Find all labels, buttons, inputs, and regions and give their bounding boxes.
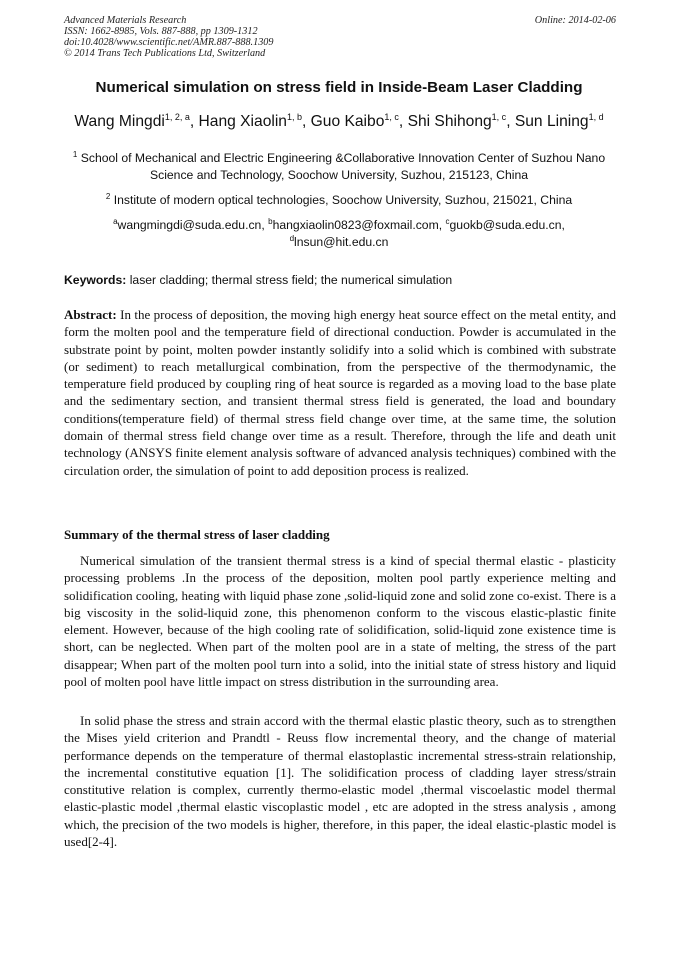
journal-name: Advanced Materials Research xyxy=(64,15,187,26)
doi-line: doi:10.4028/www.scientific.net/AMR.887-888.1309 xyxy=(64,37,274,48)
author-name: Shi Shihong xyxy=(407,113,492,130)
email-list: $^a$wangmingdi@suda.edu.cn, $^b$hangxiaolin0823@foxmail.com, $^c$guokb@suda.edu.cn, $^d$lnsun@hit.edu.cn xyxy=(113,217,565,249)
online-date: Online: 2014-02-06 xyxy=(534,15,616,26)
affiliation-marker: 2 xyxy=(105,192,111,201)
affiliation-text: School of Mechanical and Electric Engineering &Collaborative Innovation Center of Suzhou Nano Science and Technology, Soochow University, Suzhou, 215123, China xyxy=(80,151,606,182)
author-affiliation-marker: 1, c xyxy=(384,112,399,122)
section-heading: Summary of the thermal stress of laser cladding xyxy=(64,527,330,542)
copyright-line: © 2014 Trans Tech Publications Ltd, Switzerland xyxy=(64,48,266,59)
author-name: Sun Lining xyxy=(514,113,589,130)
abstract-text: In the process of deposition, the moving high energy heat source effect on the metal entity, and form the molten pool and the temperature field of directional conduction. Powder is accumulated in the substrate point by point, molten powder instantly solidify into a solid which is combined with substrate (or sediment) to reach metallurgical combination, from the perspective of the thermodynamic, the temperature field produced by coupling ring of heat source is regarded as a moving load to the base plate and the sedimentary section, and transient thermal stress field is generated, the load and boundary conditions(temperature field) of thermal stress field change over time, at the same time, the solution domain of thermal stress field change over time as a result. Therefore, through the life and death unit technology (ANSYS finite element analysis software of advanced analysis techniques) combined with the circulation order, the simulation of point to add deposition process is realized. xyxy=(64,307,617,478)
affiliation-1 xyxy=(64,150,614,184)
abstract-label: Abstract: xyxy=(64,307,117,322)
email-link[interactable]: wangmingdi@suda.edu.cn xyxy=(117,218,262,232)
author-name: Hang Xiaolin xyxy=(198,113,287,130)
author-list: Wang Mingdi$^{1, 2, a}$, Hang Xiaolin$^{1, b}$, Guo Kaibo$^{1, c}$, Shi Shihong$^{1, c}$, Sun Lining$^{1, d}$ xyxy=(74,112,604,130)
affiliation-text: Institute of modern optical technologies, Soochow University, Suzhou, 215021, China xyxy=(113,193,573,207)
affiliation-marker: 1 xyxy=(72,150,78,159)
affiliation-2 xyxy=(64,192,614,209)
email-link[interactable]: lnsun@hit.edu.cn xyxy=(294,235,389,249)
author-affiliation-marker: 1, b xyxy=(286,112,302,122)
keywords-text: laser cladding; thermal stress field; the numerical simulation xyxy=(129,273,453,287)
author-affiliation-marker: 1, 2, a xyxy=(164,112,190,122)
author-affiliation-marker: 1, d xyxy=(588,112,604,122)
body-paragraph: Numerical simulation of the transient thermal stress is a kind of special thermal elastic - plasticity processing problems .In the process of the deposition, molten pool partly experience melting and solidification cooling, heating with liquid phase zone ,solid-liquid zone and solid zone co-exist. There is a big viscosity in the solid-liquid zone, this phenomenon conform to the viscous elastic-plastic finite element. However, because of the high cooling rate of solidification, solid-liquid zone existence time is short, can be neglected. When part of the molten pool are in a state of melting, the stress of the part disappear; When part of the molten pool turn into a solid, into the initial state of stress history and liquid pool of molten pool have little impact on stress distribution in the surrounding area. xyxy=(64,553,616,690)
issn-line: ISSN: 1662-8985, Vols. 887-888, pp 1309-1312 xyxy=(64,26,258,37)
author-name: Wang Mingdi xyxy=(74,113,165,130)
author-affiliation-marker: 1, c xyxy=(491,112,507,122)
author-name: Guo Kaibo xyxy=(310,113,385,130)
abstract xyxy=(64,306,616,479)
email-link[interactable]: guokb@suda.edu.cn xyxy=(449,218,562,232)
body-paragraph: In solid phase the stress and strain accord with the thermal elastic plastic theory, such as to strengthen the Mises yield criterion and Prandtl - Reuss flow incremental theory, and the change of material performance depends on the temperature of thermal elastoplastic incremental stress-strain relationship, the incremental constitutive equation [1]. The solidification process of cladding layer stress/strain constitutive relation is complex, currently thermo-elastic model ,thermal viscoelastic model thermal elastic-plastic model ,thermal elastic viscoplastic model , etc are adopted in the stress analysis , among which, the precision of the two models is higher, therefore, in this paper, the ideal elastic-plastic model is used[2-4]. xyxy=(64,713,616,850)
keywords-label: Keywords: xyxy=(64,273,127,287)
keywords xyxy=(64,272,616,289)
article-header xyxy=(64,15,616,59)
paper-title: Numerical simulation on stress field in Inside-Beam Laser Cladding xyxy=(95,79,583,96)
email-link[interactable]: hangxiaolin0823@foxmail.com xyxy=(272,218,439,232)
